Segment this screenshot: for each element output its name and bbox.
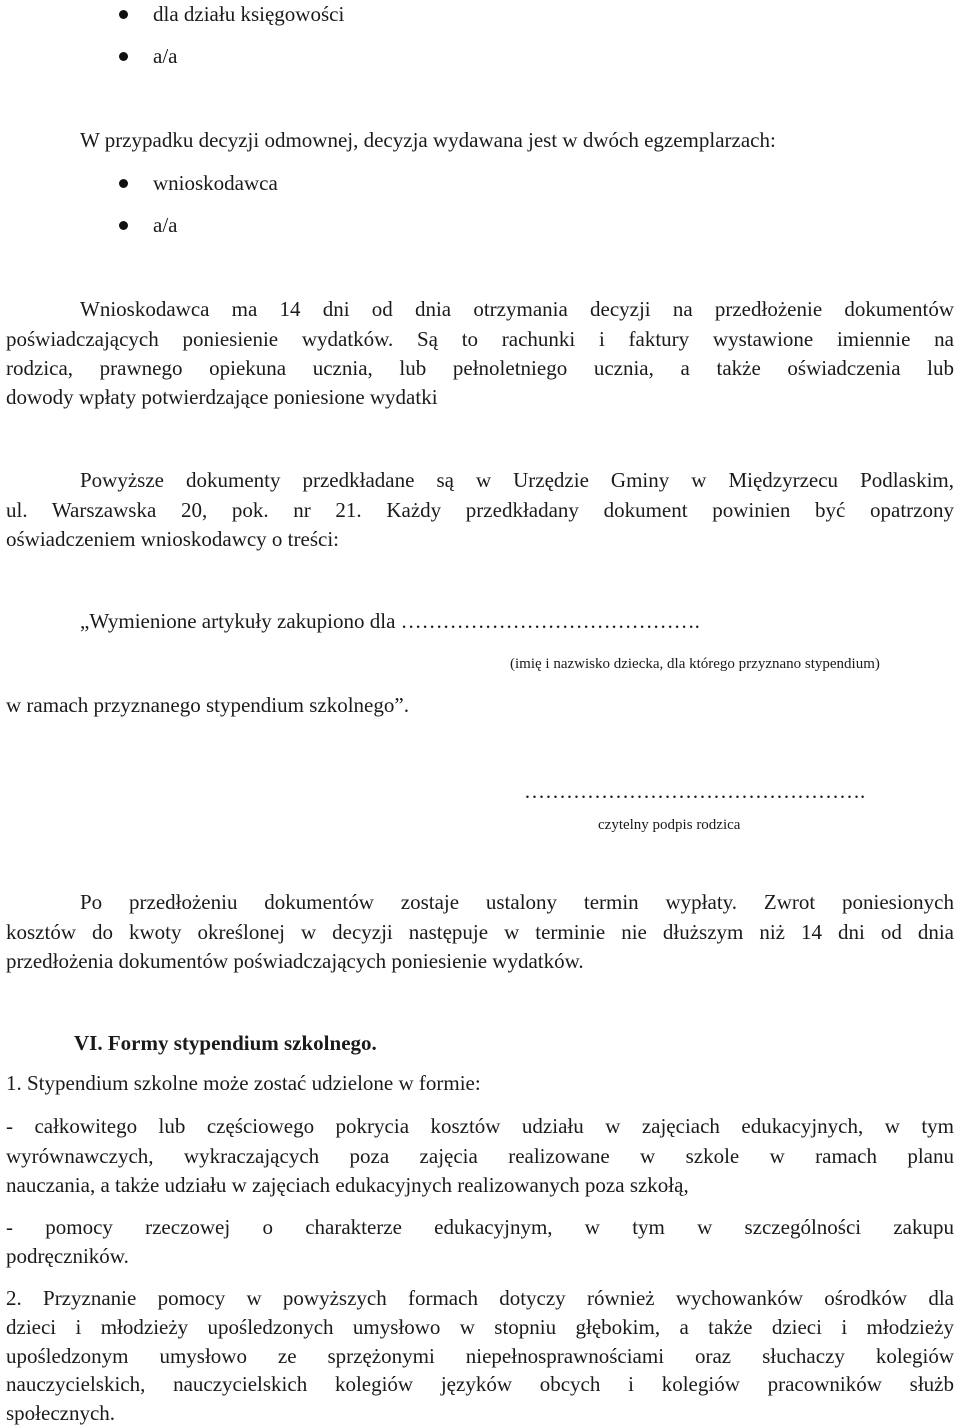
section-heading: VI. Formy stypendium szkolnego. xyxy=(74,1031,377,1055)
paragraph-line: Wnioskodawca ma 14 dni od dnia otrzymania decyzji na przedłożenie dokumentów xyxy=(80,297,954,321)
bullet xyxy=(119,221,128,230)
statement-line: w ramach przyznanego stypendium szkolnego”. xyxy=(6,693,409,717)
paragraph-line: Po przedłożeniu dokumentów zostaje ustalony termin wypłaty. Zwrot poniesionych xyxy=(80,890,954,914)
paragraph-line: podręczników. xyxy=(6,1244,129,1268)
signature-dots: …………………………………………. xyxy=(524,779,866,803)
list-item: a/a xyxy=(153,44,178,68)
paragraph-line: nauczycielskich, nauczycielskich kolegiów języków obcych i kolegiów pracowników służb xyxy=(6,1372,954,1396)
paragraph-line: upośledzonym umysłowo ze sprzężonymi niepełnosprawnościami oraz słuchaczy kolegiów xyxy=(6,1344,954,1368)
bullet xyxy=(119,179,128,188)
paragraph-line: dowody wpłaty potwierdzające poniesione wydatki xyxy=(6,385,438,409)
list-item: wnioskodawca xyxy=(153,171,278,195)
item-intro: 1. Stypendium szkolne może zostać udzielone w formie: xyxy=(6,1071,481,1095)
paragraph-line: 2. Przyznanie pomocy w powyższych formach dotyczy również wychowanków ośrodków dla xyxy=(6,1286,954,1310)
paragraph-line: poświadczających poniesienie wydatków. Są to rachunki i faktury wystawione imiennie na xyxy=(6,327,954,351)
statement-note: (imię i nazwisko dziecka, dla którego przyznano stypendium) xyxy=(510,656,880,672)
paragraph-line: rodzica, prawnego opiekuna ucznia, lub pełnoletniego ucznia, a także oświadczenia lub xyxy=(6,356,954,380)
refusal-intro: W przypadku decyzji odmownej, decyzja wydawana jest w dwóch egzemplarzach: xyxy=(80,128,776,152)
bullet xyxy=(119,52,128,61)
paragraph-line: Powyższe dokumenty przedkładane są w Urzędzie Gminy w Międzyrzecu Podlaskim, xyxy=(80,468,954,492)
paragraph-line: ul. Warszawska 20, pok. nr 21. Każdy przedkładany dokument powinien być opatrzony xyxy=(6,498,954,522)
paragraph-line: oświadczeniem wnioskodawcy o treści: xyxy=(6,527,339,551)
paragraph-line: - całkowitego lub częściowego pokrycia kosztów udziału w zajęciach edukacyjnych, w tym xyxy=(6,1114,954,1138)
paragraph-line: dzieci i młodzieży upośledzonych umysłowo w stopniu głębokim, a także dzieci i młodzieży xyxy=(6,1315,954,1339)
bullet xyxy=(119,10,128,19)
paragraph-line: nauczania, a także udziału w zajęciach edukacyjnych realizowanych poza szkołą, xyxy=(6,1173,689,1197)
paragraph-line: kosztów do kwoty określonej w decyzji następuje w terminie nie dłuższym niż 14 dni od dnia xyxy=(6,920,954,944)
paragraph-line: wyrównawczych, wykraczających poza zajęcia realizowane w szkole w ramach planu xyxy=(6,1144,954,1168)
statement-line: „Wymienione artykuły zakupiono dla ……………………………………. xyxy=(80,609,700,633)
signature-label: czytelny podpis rodzica xyxy=(598,817,741,833)
paragraph-line: społecznych. xyxy=(6,1401,116,1425)
paragraph-line: - pomocy rzeczowej o charakterze edukacyjnym, w tym w szczególności zakupu xyxy=(6,1215,954,1239)
list-item: dla działu księgowości xyxy=(153,2,345,26)
list-item: a/a xyxy=(153,213,178,237)
paragraph-line: przedłożenia dokumentów poświadczających poniesienie wydatków. xyxy=(6,949,584,973)
